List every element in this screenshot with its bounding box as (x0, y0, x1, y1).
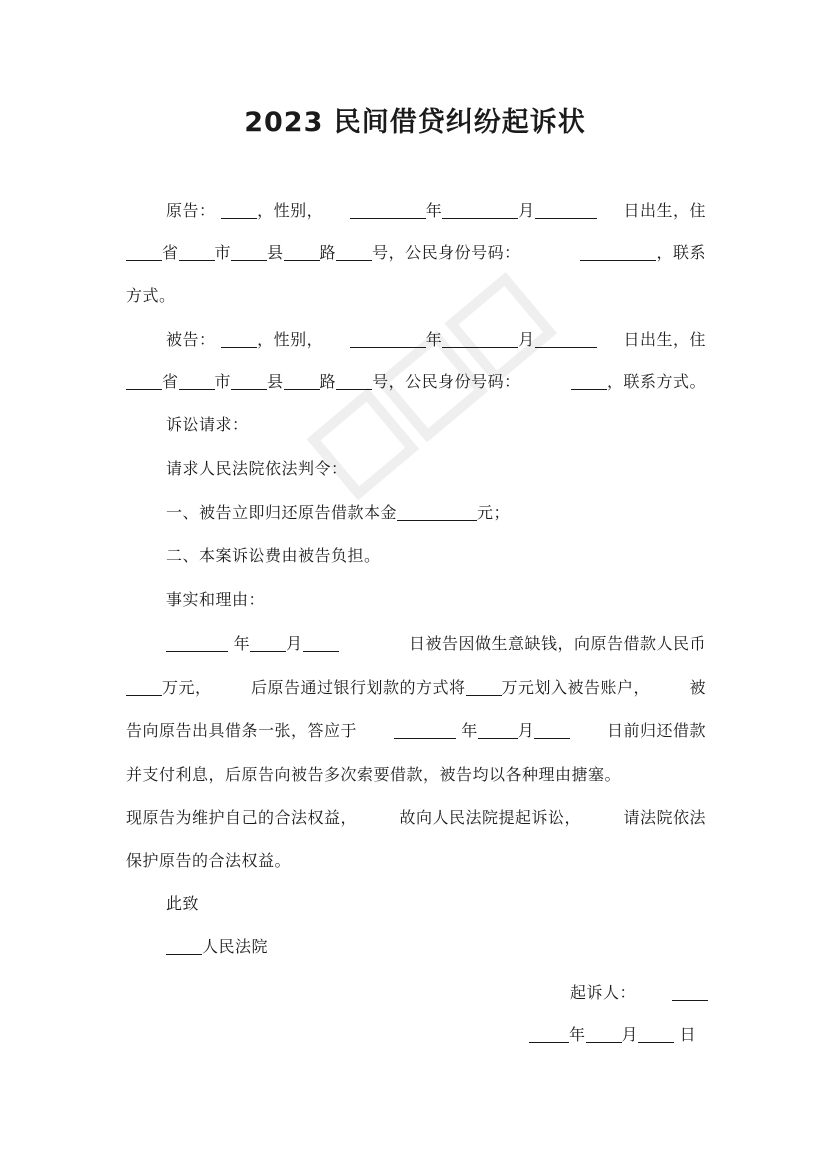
claim-1: 一、被告立即归还原告借款本金 元； (166, 503, 511, 522)
plaintiff-label: 原告： (166, 201, 216, 220)
facts-line-5: 现原告为维护自己的合法权益， 故向人民法院提起诉讼， 请法院依法 (126, 808, 706, 827)
defendant-line-1: 被告： ，性别， 年 月 日出生，住 (166, 330, 706, 349)
blank (166, 635, 228, 652)
closing-to: 此致 (166, 894, 200, 913)
closing-court: 人民法院 (166, 936, 268, 958)
blank (126, 373, 162, 390)
defendant-line-2: 省 市 县 路 号，公民身份号码： ，联系方式。 (126, 371, 706, 393)
blank (571, 373, 607, 390)
signature-line: 起诉人： (570, 982, 708, 1004)
document-title: 2023 民间借贷纠纷起诉状 (244, 107, 586, 138)
blank (250, 635, 286, 652)
blank (397, 504, 477, 521)
blank (466, 679, 502, 696)
facts-line-1: 年 月 日被告因做生意缺钱，向原告借款人民币 (166, 633, 706, 655)
defendant-label: 被告： (166, 330, 216, 349)
facts-line-2: 万元， 后原告通过银行划款的方式将 万元划入被告账户， 被 (126, 677, 706, 699)
facts-line-4: 并支付利息，后原告向被告多次索要借款，被告均以各种理由搪塞。 (126, 765, 622, 784)
blank (529, 1026, 569, 1043)
facts-line-6: 保护原告的合法权益。 (126, 851, 292, 870)
blank (303, 635, 339, 652)
facts-line-3: 告向原告出具借条一张，答应于 年 月 日前归还借款 (126, 721, 706, 740)
blank (336, 373, 372, 390)
blank (586, 1026, 622, 1043)
blank (179, 244, 215, 261)
blank (284, 244, 320, 261)
plaintiff-line-2: 省 市 县 路 号，公民身份号码： ，联系 (126, 242, 706, 264)
blank (231, 244, 267, 261)
blank (350, 202, 426, 219)
blank (442, 331, 518, 348)
blank (221, 202, 257, 219)
blank (535, 202, 597, 219)
blank (478, 722, 518, 739)
blank (638, 1026, 674, 1043)
blank (535, 331, 597, 348)
blank (166, 938, 202, 955)
claims-intro: 请求人民法院依法判令： (166, 459, 348, 478)
blank (534, 722, 570, 739)
blank (336, 244, 372, 261)
date-line: 年 月 日 (529, 1024, 696, 1046)
claim-2: 二、本案诉讼费由被告负担。 (166, 546, 381, 565)
blank (672, 984, 708, 1001)
plaintiff-line-1: 原告： ，性别， 年 月 日出生，住 (166, 201, 706, 220)
blank (126, 244, 162, 261)
blank (580, 244, 656, 261)
facts-heading: 事实和理由： (166, 590, 266, 609)
blank (126, 679, 162, 696)
blank (350, 331, 426, 348)
blank (231, 373, 267, 390)
blank (442, 202, 518, 219)
blank (394, 722, 456, 739)
blank (284, 373, 320, 390)
blank (221, 331, 257, 348)
plaintiff-line-3: 方式。 (126, 286, 176, 305)
claims-heading: 诉讼请求： (166, 415, 249, 434)
blank (179, 373, 215, 390)
